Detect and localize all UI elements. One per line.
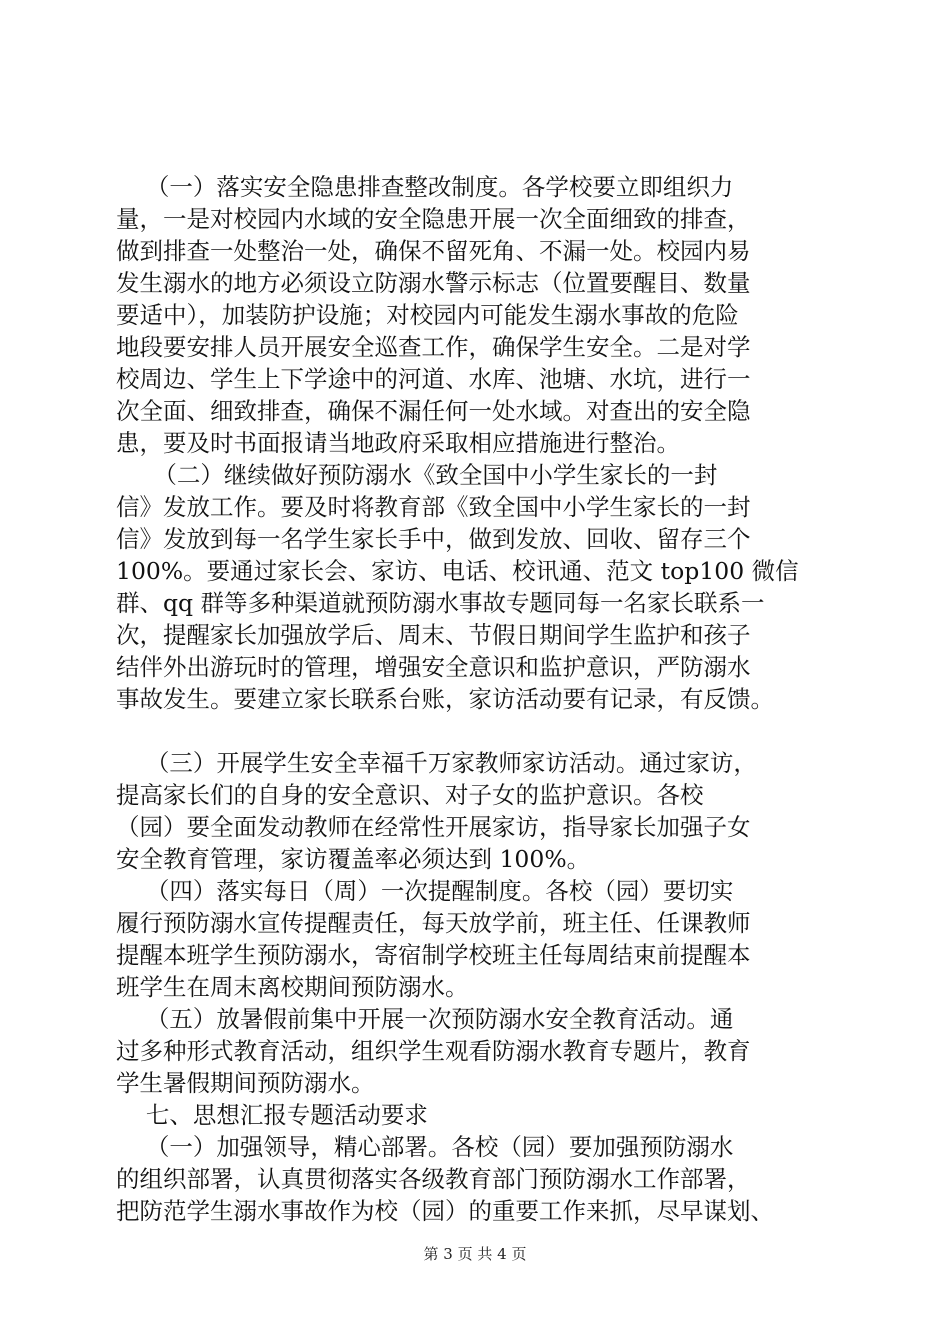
body-text-line: 事故发生。要建立家长联系台账，家访活动要有记录，有反馈。	[116, 685, 774, 713]
body-text-line: 班学生在周末离校期间预防溺水。	[116, 973, 469, 1001]
body-text-line: 群、qq 群等多种渠道就预防溺水事故专题同每一名家长联系一	[116, 589, 765, 617]
body-text-line: 做到排查一处整治一处，确保不留死角、不漏一处。校园内易	[116, 237, 751, 265]
body-text-line: （五）放暑假前集中开展一次预防溺水安全教育活动。通	[116, 1005, 734, 1033]
body-text-line: （一）落实安全隐患排查整改制度。各学校要立即组织力	[116, 173, 734, 201]
body-text-line: 发生溺水的地方必须设立防溺水警示标志（位置要醒目、数量	[116, 269, 751, 297]
body-text-line: 次，提醒家长加强放学后、周末、节假日期间学生监护和孩子	[116, 621, 751, 649]
body-text-line: 信》发放到每一名学生家长手中，做到发放、回收、留存三个	[116, 525, 751, 553]
body-text-line: （四）落实每日（周）一次提醒制度。各校（园）要切实	[116, 877, 734, 905]
body-text-line: 校周边、学生上下学途中的河道、水库、池塘、水坑，进行一	[116, 365, 751, 393]
body-text-line: 履行预防溺水宣传提醒责任，每天放学前，班主任、任课教师	[116, 909, 751, 937]
body-text-line: 过多种形式教育活动，组织学生观看防溺水教育专题片，教育	[116, 1037, 751, 1065]
body-text-line	[116, 715, 850, 747]
page-footer: 第 3 页 共 4 页	[423, 1245, 527, 1263]
body-text-line: 次全面、细致排查，确保不漏任何一处水域。对查出的安全隐	[116, 397, 751, 425]
body-text-line: 把防范学生溺水事故作为校（园）的重要工作来抓，尽早谋划、	[116, 1197, 774, 1225]
body-text-line: （三）开展学生安全幸福千万家教师家访活动。通过家访，	[116, 749, 757, 777]
body-text-line: （一）加强领导，精心部署。各校（园）要加强预防溺水	[116, 1133, 734, 1161]
document-body	[116, 171, 850, 1227]
body-text-line: 的组织部署，认真贯彻落实各级教育部门预防溺水工作部署，	[116, 1165, 751, 1193]
body-text-line: （二）继续做好预防溺水《致全国中小学生家长的一封	[116, 461, 718, 489]
body-text-line: 要适中），加装防护设施；对校园内可能发生溺水事故的危险	[116, 301, 739, 329]
body-text-line: （园）要全面发动教师在经常性开展家访，指导家长加强子女	[116, 813, 751, 841]
body-text-line: 患，要及时书面报请当地政府采取相应措施进行整治。	[116, 429, 680, 457]
body-text-line: 提醒本班学生预防溺水，寄宿制学校班主任每周结束前提醒本	[116, 941, 751, 969]
body-text-line: 量，一是对校园内水域的安全隐患开展一次全面细致的排查，	[116, 205, 751, 233]
body-text-line: 地段要安排人员开展安全巡查工作，确保学生安全。二是对学	[116, 333, 751, 361]
body-text-line: 安全教育管理，家访覆盖率必须达到 100%。	[116, 845, 591, 873]
body-text-line: 提高家长们的自身的安全意识、对子女的监护意识。各校	[116, 781, 704, 809]
body-text-line: 结伴外出游玩时的管理，增强安全意识和监护意识，严防溺水	[116, 653, 751, 681]
body-text-line: 信》发放工作。要及时将教育部《致全国中小学生家长的一封	[116, 493, 751, 521]
body-text-line: 七、思想汇报专题活动要求	[116, 1101, 428, 1129]
body-text-line: 学生暑假期间预防溺水。	[116, 1069, 375, 1097]
body-text-line: 100%。要通过家长会、家访、电话、校讯通、范文 top100 微信	[116, 557, 799, 585]
